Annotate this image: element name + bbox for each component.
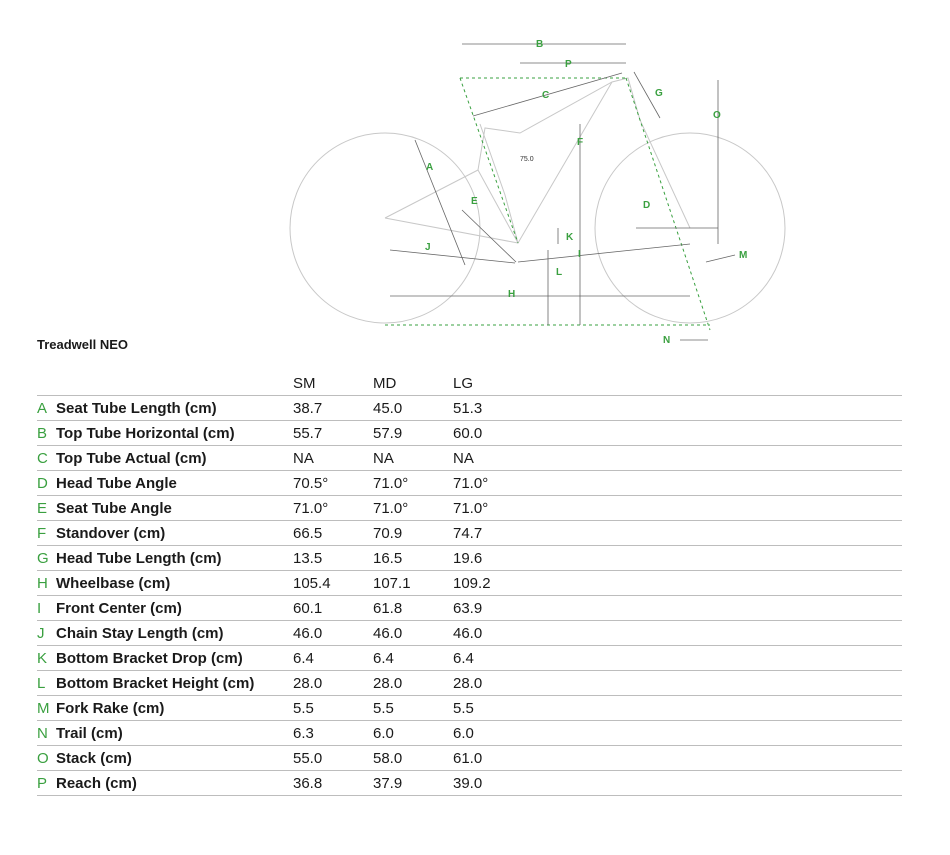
value-lg: NA bbox=[453, 446, 533, 471]
value-sm: 70.5° bbox=[293, 471, 373, 496]
model-title: Treadwell NEO bbox=[37, 337, 129, 352]
row-spacer bbox=[533, 421, 902, 446]
row-spacer bbox=[533, 546, 902, 571]
row-name: Bottom Bracket Drop (cm) bbox=[56, 646, 293, 671]
label-b: B bbox=[536, 39, 544, 50]
row-spacer bbox=[533, 471, 902, 496]
row-name: Wheelbase (cm) bbox=[56, 571, 293, 596]
table-row bbox=[37, 421, 902, 446]
value-md: 71.0° bbox=[373, 496, 453, 521]
label-p: P bbox=[565, 59, 572, 70]
row-letter: P bbox=[37, 771, 56, 796]
row-name: Trail (cm) bbox=[56, 721, 293, 746]
header-spacer bbox=[56, 372, 293, 396]
row-spacer bbox=[533, 496, 902, 521]
value-lg: 6.0 bbox=[453, 721, 533, 746]
header-spacer bbox=[533, 372, 902, 396]
value-sm: NA bbox=[293, 446, 373, 471]
table-row bbox=[37, 771, 902, 796]
row-spacer bbox=[533, 521, 902, 546]
row-letter: O bbox=[37, 746, 56, 771]
row-spacer bbox=[533, 596, 902, 621]
geometry-diagram bbox=[0, 0, 950, 350]
table-row bbox=[37, 721, 902, 746]
row-letter: L bbox=[37, 671, 56, 696]
size-header: MD bbox=[373, 372, 453, 396]
row-letter: J bbox=[37, 621, 56, 646]
value-md: 46.0 bbox=[373, 621, 453, 646]
size-header: SM bbox=[293, 372, 373, 396]
header-spacer bbox=[37, 372, 56, 396]
rear-wheel bbox=[290, 133, 480, 323]
value-lg: 28.0 bbox=[453, 671, 533, 696]
value-lg: 51.3 bbox=[453, 396, 533, 421]
table-row bbox=[37, 571, 902, 596]
row-letter: B bbox=[37, 421, 56, 446]
label-j: J bbox=[425, 242, 431, 253]
label-f: F bbox=[577, 137, 584, 148]
value-lg: 61.0 bbox=[453, 746, 533, 771]
table-row bbox=[37, 621, 902, 646]
label-a: A bbox=[426, 162, 434, 173]
label-c: C bbox=[542, 90, 550, 101]
row-name: Chain Stay Length (cm) bbox=[56, 621, 293, 646]
value-sm: 28.0 bbox=[293, 671, 373, 696]
label-o: O bbox=[713, 110, 721, 121]
row-name: Fork Rake (cm) bbox=[56, 696, 293, 721]
value-lg: 46.0 bbox=[453, 621, 533, 646]
table-row bbox=[37, 396, 902, 421]
value-md: 107.1 bbox=[373, 571, 453, 596]
value-sm: 13.5 bbox=[293, 546, 373, 571]
value-lg: 39.0 bbox=[453, 771, 533, 796]
frame-outline bbox=[385, 78, 690, 243]
table-row bbox=[37, 521, 902, 546]
value-md: 28.0 bbox=[373, 671, 453, 696]
row-letter: G bbox=[37, 546, 56, 571]
value-sm: 60.1 bbox=[293, 596, 373, 621]
value-lg: 6.4 bbox=[453, 646, 533, 671]
size-header-row bbox=[37, 372, 902, 396]
value-lg: 63.9 bbox=[453, 596, 533, 621]
table-row bbox=[37, 746, 902, 771]
table-row bbox=[37, 471, 902, 496]
row-name: Reach (cm) bbox=[56, 771, 293, 796]
value-lg: 60.0 bbox=[453, 421, 533, 446]
row-letter: K bbox=[37, 646, 56, 671]
row-name: Head Tube Length (cm) bbox=[56, 546, 293, 571]
seat-angle-note: 75.0 bbox=[520, 156, 534, 163]
value-lg: 71.0° bbox=[453, 471, 533, 496]
row-name: Top Tube Actual (cm) bbox=[56, 446, 293, 471]
label-e: E bbox=[471, 196, 478, 207]
table-row bbox=[37, 696, 902, 721]
row-name: Stack (cm) bbox=[56, 746, 293, 771]
row-name: Standover (cm) bbox=[56, 521, 293, 546]
table-row bbox=[37, 596, 902, 621]
value-sm: 55.0 bbox=[293, 746, 373, 771]
row-letter: A bbox=[37, 396, 56, 421]
row-spacer bbox=[533, 696, 902, 721]
row-name: Top Tube Horizontal (cm) bbox=[56, 421, 293, 446]
row-letter: C bbox=[37, 446, 56, 471]
value-sm: 5.5 bbox=[293, 696, 373, 721]
value-sm: 6.4 bbox=[293, 646, 373, 671]
value-md: 70.9 bbox=[373, 521, 453, 546]
label-k: K bbox=[566, 232, 574, 243]
row-letter: N bbox=[37, 721, 56, 746]
table-row bbox=[37, 446, 902, 471]
geometry-rows bbox=[37, 396, 902, 796]
row-letter: D bbox=[37, 471, 56, 496]
value-md: 6.0 bbox=[373, 721, 453, 746]
value-lg: 5.5 bbox=[453, 696, 533, 721]
value-lg: 71.0° bbox=[453, 496, 533, 521]
row-letter: M bbox=[37, 696, 56, 721]
value-lg: 19.6 bbox=[453, 546, 533, 571]
label-i: I bbox=[578, 249, 581, 260]
value-md: 45.0 bbox=[373, 396, 453, 421]
value-md: 58.0 bbox=[373, 746, 453, 771]
value-sm: 71.0° bbox=[293, 496, 373, 521]
row-spacer bbox=[533, 646, 902, 671]
value-lg: 109.2 bbox=[453, 571, 533, 596]
value-md: 6.4 bbox=[373, 646, 453, 671]
table-row bbox=[37, 496, 902, 521]
value-md: 37.9 bbox=[373, 771, 453, 796]
geometry-table bbox=[37, 372, 902, 796]
value-lg: 74.7 bbox=[453, 521, 533, 546]
value-sm: 38.7 bbox=[293, 396, 373, 421]
row-spacer bbox=[533, 771, 902, 796]
label-h: H bbox=[508, 289, 516, 300]
row-letter: F bbox=[37, 521, 56, 546]
value-md: 71.0° bbox=[373, 471, 453, 496]
row-name: Seat Tube Length (cm) bbox=[56, 396, 293, 421]
value-sm: 55.7 bbox=[293, 421, 373, 446]
table-row bbox=[37, 546, 902, 571]
row-spacer bbox=[533, 621, 902, 646]
row-letter: H bbox=[37, 571, 56, 596]
value-md: NA bbox=[373, 446, 453, 471]
value-sm: 105.4 bbox=[293, 571, 373, 596]
label-d: D bbox=[643, 200, 651, 211]
row-spacer bbox=[533, 396, 902, 421]
row-letter: I bbox=[37, 596, 56, 621]
label-m: M bbox=[739, 250, 748, 261]
row-name: Bottom Bracket Height (cm) bbox=[56, 671, 293, 696]
row-letter: E bbox=[37, 496, 56, 521]
table-row bbox=[37, 671, 902, 696]
value-sm: 36.8 bbox=[293, 771, 373, 796]
row-spacer bbox=[533, 571, 902, 596]
value-sm: 46.0 bbox=[293, 621, 373, 646]
value-md: 5.5 bbox=[373, 696, 453, 721]
value-md: 61.8 bbox=[373, 596, 453, 621]
row-name: Front Center (cm) bbox=[56, 596, 293, 621]
label-g: G bbox=[655, 88, 663, 99]
row-name: Head Tube Angle bbox=[56, 471, 293, 496]
value-md: 16.5 bbox=[373, 546, 453, 571]
size-header: LG bbox=[453, 372, 533, 396]
label-l: L bbox=[556, 267, 563, 278]
row-spacer bbox=[533, 671, 902, 696]
row-spacer bbox=[533, 721, 902, 746]
value-sm: 66.5 bbox=[293, 521, 373, 546]
row-spacer bbox=[533, 746, 902, 771]
table-row bbox=[37, 646, 902, 671]
value-md: 57.9 bbox=[373, 421, 453, 446]
value-sm: 6.3 bbox=[293, 721, 373, 746]
label-n: N bbox=[663, 335, 671, 346]
row-spacer bbox=[533, 446, 902, 471]
row-name: Seat Tube Angle bbox=[56, 496, 293, 521]
